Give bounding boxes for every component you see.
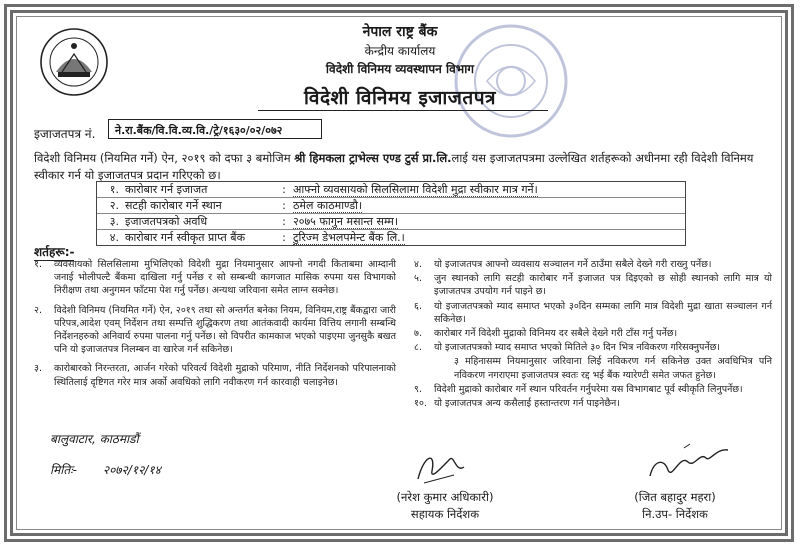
detail-label: कारोबार गर्न इजाजत <box>125 183 208 196</box>
conditions-heading: शर्तहरू:- <box>34 245 75 259</box>
conditions-left-column <box>34 258 396 395</box>
detail-label: कारोबार गर्न स्वीकृत प्राप्त बैंक <box>125 231 246 244</box>
detail-value: ठमेल काठमाण्डौ। <box>293 199 363 212</box>
condition-text: यो इजाजतपत्र अन्य कसैलाई हस्तान्तरण गर्न पाइनेछैन। <box>434 398 620 410</box>
condition-item <box>414 397 772 410</box>
title-underline <box>258 110 548 111</box>
condition-item <box>414 272 772 298</box>
detail-value: २०७५ फागुन मसान्त सम्म। <box>293 215 398 228</box>
condition-num: २. <box>34 304 42 316</box>
detail-value: टुरिज्म डेभलपमेन्ट बैंक लि.। <box>293 231 405 244</box>
department-name: विदेशी विनिमय व्यवस्थापन विभाग <box>325 62 475 76</box>
detail-colon: : <box>282 183 286 196</box>
condition-num: ३. <box>34 363 42 375</box>
signer1-name: (नरेश कुमार अधिकारी) <box>396 490 494 504</box>
detail-num: ३. <box>109 215 119 228</box>
condition-text: यो इजाजतपत्रको म्याद समाप्त भएको मितिले ३० दिन भित्र नविकरण गरिसक्नुपर्नेछ। <box>434 342 720 354</box>
company-name: श्री हिमकला ट्राभेल्स एण्ड टुर्स प्रा.लि. <box>294 151 452 165</box>
detail-value: आफ्नो व्यवसायको सिलसिलामा विदेशी मुद्रा स्वीकार मात्र गर्ने। <box>293 183 538 196</box>
detail-row <box>97 198 685 214</box>
detail-row <box>97 214 685 230</box>
signer2-role: नि.उप- निर्देशक <box>642 507 708 521</box>
detail-num: ४. <box>109 231 119 244</box>
condition-item <box>414 327 772 340</box>
detail-num: २. <box>109 199 119 212</box>
condition-num: १०. <box>414 398 427 410</box>
document-title: विदेशी विनिमय इजाजतपत्र <box>303 87 497 109</box>
condition-text: विदेशी विनिमय (नियमित गर्ने) ऐन, २०१९ तथा सो अन्तर्गत बनेका नियम, विनियम,राष्ट्र बैंकद्वारा जारी परिपत्र,आदेश एवम् निर्देशन तथा सम्पत्ति शुद्धिकरण तथा आतंकवादी कार्यमा वित्तिय लगानी सम्बन्धि निर्देशनहरुको अनिवार्य रुपमा पालना गर्नु पर्नेछ। सो विपरीत कामकाज भएको पाइएमा जुनसुकै बखत पनि यो इजाजतपत्र निलम्बन वा खारेज गर्न सकिनेछ। <box>54 304 396 356</box>
permit-details-table <box>96 181 686 246</box>
conditions-right-column <box>414 258 772 411</box>
signature-deputy-director <box>644 440 734 484</box>
detail-label: इजाजतपत्रको अवधि <box>125 215 208 228</box>
condition-text: जुन स्थानको लागि सटही कारोबार गर्ने इजाजत पत्र दिइएको छ सोही स्थानको लागि मात्र यो इजाजतपत्र उपयोग गर्न पाइने छ। <box>434 273 772 298</box>
condition-item <box>34 304 396 357</box>
condition-text: कारोबारको निरन्तरता, आर्जन गरेको परिवर्त्य विदेशी मुद्राको परिमाण, नीति निर्देशनको परिपालनाको स्थितिलाई दृष्टिगत गरेर मात्र अर्को अवधिको लागि नवीकरण गर्न कारवाही चलाइनेछ। <box>54 363 396 388</box>
issue-date <box>50 461 161 478</box>
condition-num: ५. <box>414 273 422 285</box>
issue-date-label: मितिः- <box>50 463 77 477</box>
intro-text-after: लाई यस इजाजतपत्रमा उल्लेखित शर्तहरूको अधीनमा रही विदेशी विनिमय स्वीकार गर्न यो इजाजतपत्र प्रदान गरिएको छ। <box>34 151 754 182</box>
condition-item <box>414 300 772 326</box>
condition-subnote: ३ महिनासम्म नियमानुसार जरिवाना लिई नविकरण गर्न सकिनेछ उक्त अवधिभित्र पनि नविकरण नगराएमा इजाजतपत्र स्वतः रद्द भई बैंक ग्यारेण्टी समेत जफत हुनेछ। <box>454 356 772 381</box>
issue-place: बालुवाटार, काठमाडौं <box>50 432 139 446</box>
condition-item <box>414 258 772 271</box>
condition-num: १. <box>34 259 42 270</box>
signer1-role: सहायक निर्देशक <box>410 507 480 521</box>
condition-text: यो इजाजतपत्रको म्याद समाप्त भएको ३०दिन सम्मका लागि मात्र विदेशी मुद्रा खाता सञ्चालन गर्न सकिनेछ। <box>434 300 772 325</box>
condition-item <box>414 383 772 396</box>
detail-colon: : <box>282 231 286 244</box>
condition-item <box>414 341 772 382</box>
condition-num: ४. <box>414 259 422 270</box>
bank-name: नेपाल राष्ट्र बैंक <box>362 24 438 40</box>
detail-row <box>97 182 685 198</box>
condition-num: ७. <box>414 328 422 340</box>
permit-number-value: ने.रा.बैंक/वि.वि.व्य.वि./ट्रे/१६३०/०२/०७२ <box>108 119 322 139</box>
condition-text: विदेशी मुद्राको कारोबार गर्ने स्थान परिवर्तन गर्नुपरेमा यस विभागबाट पूर्व स्वीकृति लिनुपर्नेछ। <box>434 383 743 395</box>
permit-number-label: इजाजतपत्र नं. <box>34 127 96 141</box>
condition-num: ६. <box>414 300 422 312</box>
signature-assistant-director <box>410 445 470 489</box>
condition-num: ८. <box>414 342 422 354</box>
signer2-name: (जित बहादुर महरा) <box>634 490 716 504</box>
intro-paragraph <box>34 150 764 184</box>
detail-label: सटही कारोबार गर्ने स्थान <box>125 199 222 212</box>
detail-colon: : <box>282 215 286 228</box>
detail-row <box>97 230 685 245</box>
condition-text: यो इजाजतपत्र आफ्नो व्यवसाय सञ्चालन गर्ने ठाउँमा सबैले देख्ने गरी राख्नु पर्नेछ। <box>434 259 712 270</box>
detail-colon: : <box>282 199 286 212</box>
condition-text: व्यवसायको सिलसिलामा मुभिलिएको विदेशी मुद्रा नियमानुसार आफ्नो नगदी किताबमा आम्दानी जनाई भोलीपल्टै बैंकमा दाखिला गर्नु पर्नेछ र सो सम्बन्धी कागजात मासिक रुपमा यस विभागको निरीक्षण तथा अनुगमन फाँटमा पेश गर्नु पर्नेछ। अन्यथा जरिवाना समेत लाग्न सक्नेछ। <box>54 259 396 297</box>
condition-item <box>34 362 396 388</box>
issue-date-value: २०७२/१२/१४ <box>102 463 161 477</box>
condition-text: कारोबार गर्ने विदेशी मुद्राको विनिमय दर सबैले देख्ने गरी टाँस गर्नु पर्नेछ। <box>434 328 678 340</box>
condition-num: ९. <box>414 383 422 395</box>
condition-item <box>34 258 396 298</box>
intro-text-before: विदेशी विनिमय (नियमित गर्ने) ऐन, २०१९ को दफा ३ बमोजिम <box>34 151 295 165</box>
detail-num: १. <box>109 183 119 196</box>
office-name: केन्द्रीय कार्यालय <box>364 44 436 58</box>
